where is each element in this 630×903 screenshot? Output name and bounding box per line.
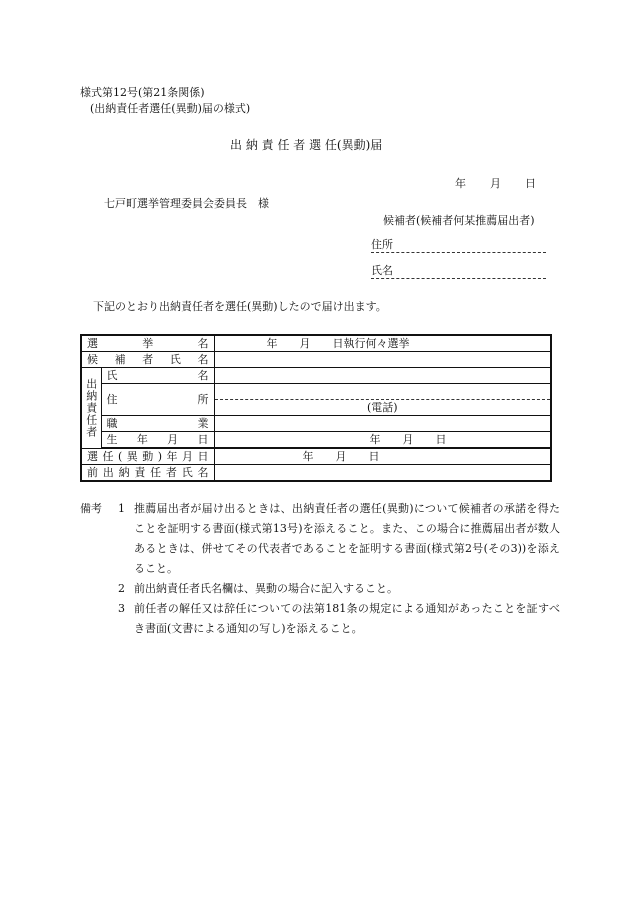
notification-table xyxy=(80,334,552,482)
note-item xyxy=(118,499,560,579)
prev-value[interactable] xyxy=(214,465,551,482)
birth-label: 生 年 月 日 xyxy=(106,433,209,446)
appoint-value[interactable]: 年 月 日 xyxy=(214,449,551,465)
applicant-name-label: 氏名 xyxy=(371,264,393,277)
addressee: 七戸町選挙管理委員会委員長 様 xyxy=(104,197,269,210)
election-label: 選 挙 名 xyxy=(87,337,209,350)
note-item xyxy=(118,599,560,639)
prev-label: 前 出 納 責 任 者 氏 名 xyxy=(87,466,209,479)
election-value[interactable]: 年 月 日執行何々選挙 xyxy=(214,335,551,352)
row-treasurer-name xyxy=(81,368,551,384)
date-day: 日 xyxy=(525,177,536,190)
date-year: 年 xyxy=(455,177,466,190)
applicant-address-field[interactable] xyxy=(371,236,546,253)
treasurer-name-value[interactable] xyxy=(214,368,551,384)
row-appointment xyxy=(81,449,551,465)
phone-label: (電話) xyxy=(366,401,398,414)
appoint-label: 選 任 ( 異 動 ) 年 月 日 xyxy=(87,450,209,463)
row-candidate xyxy=(81,352,551,368)
form-number: 様式第12号(第21条関係) xyxy=(80,86,205,99)
job-label: 職 業 xyxy=(106,417,209,430)
applicant-name-field[interactable] xyxy=(371,262,546,279)
row-treasurer-address xyxy=(81,384,551,416)
row-treasurer-job xyxy=(81,416,551,432)
address-label: 住 所 xyxy=(106,393,209,406)
applicant-role: 候補者(候補者何某推薦届出者) xyxy=(383,214,535,227)
date-month: 月 xyxy=(490,177,501,190)
name-label: 氏 名 xyxy=(106,369,209,382)
birth-value[interactable]: 年 月 日 xyxy=(214,432,551,448)
applicant-address-label: 住所 xyxy=(371,238,393,251)
note-text: 推薦届出者が届け出るときは、出納責任者の選任(異動)について候補者の承諾を得たことを証明する書面(様式第13号)を添えること。また、この場合に推薦届出者が数人あるときは、併せてその代表者であることを証明する書面(様式第2号(その3))を添えること。 xyxy=(134,502,560,575)
document-title: 出 納 責 任 者 選 任(異動)届 xyxy=(230,138,383,152)
note-number: 3 xyxy=(118,602,125,615)
notes-section xyxy=(80,499,560,639)
row-election xyxy=(81,335,551,352)
treasurer-group-label: 出納責任者 xyxy=(81,368,101,449)
treasurer-address-value[interactable] xyxy=(214,384,551,416)
row-treasurer-birth xyxy=(81,432,551,448)
row-previous xyxy=(81,465,551,482)
note-text: 前出納責任者氏名欄は、異動の場合に記入すること。 xyxy=(134,582,398,595)
note-item xyxy=(118,579,560,599)
candidate-label: 候 補 者 氏 名 xyxy=(87,353,209,366)
note-text: 前任者の解任又は辞任についての法第181条の規定による通知があったことを証すべき書面(文書による通知の写し)を添えること。 xyxy=(134,602,560,635)
treasurer-job-value[interactable] xyxy=(214,416,551,432)
candidate-value[interactable] xyxy=(214,352,551,368)
intro-text: 下記のとおり出納責任者を選任(異動)したので届け出ます。 xyxy=(93,300,387,313)
form-subtitle: (出納責任者選任(異動)届の様式) xyxy=(90,102,251,115)
note-number: 2 xyxy=(118,582,125,595)
notes-heading: 備考 xyxy=(80,502,102,515)
note-number: 1 xyxy=(118,502,125,515)
